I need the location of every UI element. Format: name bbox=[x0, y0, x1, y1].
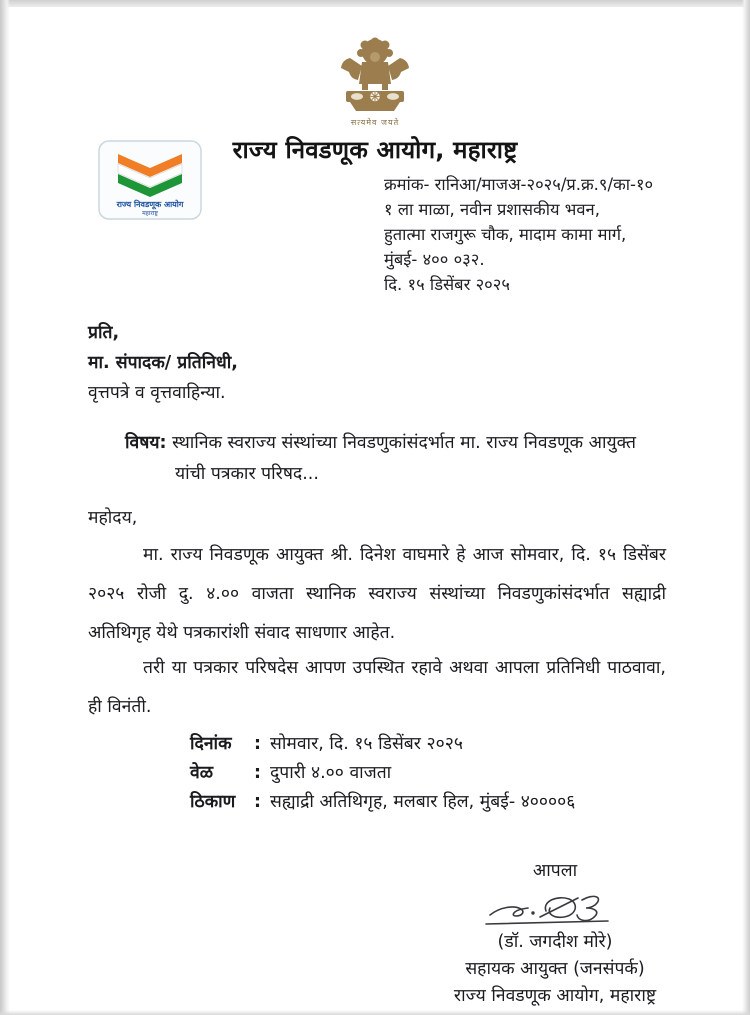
recipient-to: प्रति, bbox=[88, 323, 120, 343]
salutation: महोदय, bbox=[88, 508, 138, 528]
emblem-motto: सत्यमेव जयते bbox=[350, 118, 400, 127]
subject-text: स्थानिक स्वराज्य संस्थांच्या निवडणुकांसंदर्भात मा. राज्य निवडणूक आयुक्त bbox=[172, 433, 637, 453]
event-details bbox=[190, 730, 575, 817]
logo-text-line2: महाराष्ट्र bbox=[142, 210, 158, 217]
signatory-designation: सहायक आयुक्त (जनसंपर्क) bbox=[465, 959, 645, 979]
body-paragraph-2: तरी या पत्रकार परिषदेस आपण उपस्थित रहावे अथवा आपला प्रतिनिधी पाठवावा, ही विनंती. bbox=[88, 658, 666, 717]
signatory-name: (डॉ. जगदीश मोरे) bbox=[497, 932, 613, 952]
detail-row-time: वेळ : दुपारी ४.०० वाजता bbox=[190, 759, 575, 788]
detail-row-venue: ठिकाण : सह्याद्री अतिथिगृह, मलबार हिल, मुंबई- ४००००६ bbox=[190, 788, 575, 817]
reference-number: क्रमांक- रानिआ/माजअ-२०२५/प्र.क्र.९/का-१० bbox=[384, 175, 654, 194]
detail-label-venue: ठिकाण bbox=[190, 792, 236, 812]
detail-value-time: दुपारी ४.०० वाजता bbox=[270, 763, 392, 783]
address-line-2: हुतात्मा राजगुरू चौक, मादाम कामा मार्ग, bbox=[384, 225, 627, 244]
election-commission-logo-icon bbox=[98, 140, 202, 224]
subject-line-2: यांची पत्रकार परिषद... bbox=[175, 464, 319, 484]
handwritten-signature bbox=[480, 887, 630, 929]
detail-value-date: सोमवार, दि. १५ डिसेंबर २०२५ bbox=[270, 734, 463, 754]
logo-text-line1: राज्य निवडणूक आयोग bbox=[116, 200, 184, 209]
photo-edge-bottom bbox=[0, 1010, 750, 1015]
recipient-block bbox=[88, 318, 238, 408]
recipient-desc: वृत्तपत्रे व वृत्तवाहिन्या. bbox=[88, 383, 226, 403]
body-paragraph-1: मा. राज्य निवडणूक आयुक्त श्री. दिनेश वाघमारे हे आज सोमवार, दि. १५ डिसेंबर २०२५ रोजी दु. ४.०० वाजता स्थानिक स्वराज्य संस्थांच्या निवडणुकांसंदर्भात सह्याद्री अतिथिगृह येथे पत्रकारांशी संवाद साधणार आहेत. bbox=[88, 545, 666, 643]
detail-label-time: वेळ bbox=[190, 763, 214, 783]
reference-block bbox=[384, 172, 653, 297]
letter-date: दि. १५ डिसेंबर २०२५ bbox=[384, 275, 510, 294]
detail-label-date: दिनांक bbox=[190, 734, 232, 754]
page-title: राज्य निवडणूक आयोग, महाराष्ट्र bbox=[232, 136, 518, 164]
signature-block bbox=[405, 858, 705, 1010]
detail-value-venue: सह्याद्री अतिथिगृह, मलबार हिल, मुंबई- ४००००६ bbox=[270, 792, 576, 812]
ashoka-emblem-icon bbox=[332, 32, 418, 120]
subject-line-1 bbox=[125, 428, 685, 459]
detail-row-date: दिनांक : सोमवार, दि. १५ डिसेंबर २०२५ bbox=[190, 730, 575, 759]
recipient-name: मा. संपादक/ प्रतिनिधी, bbox=[88, 353, 238, 373]
subject-label: विषय: bbox=[125, 433, 167, 453]
address-line-3: मुंबई- ४०० ०३२. bbox=[384, 250, 485, 269]
address-line-1: १ ला माळा, नवीन प्रशासकीय भवन, bbox=[384, 200, 600, 219]
signatory-organization: राज्य निवडणूक आयोग, महाराष्ट्र bbox=[453, 986, 657, 1006]
photo-edge-top bbox=[0, 0, 750, 7]
subject-block bbox=[125, 428, 685, 490]
closing-word: आपला bbox=[532, 861, 578, 881]
